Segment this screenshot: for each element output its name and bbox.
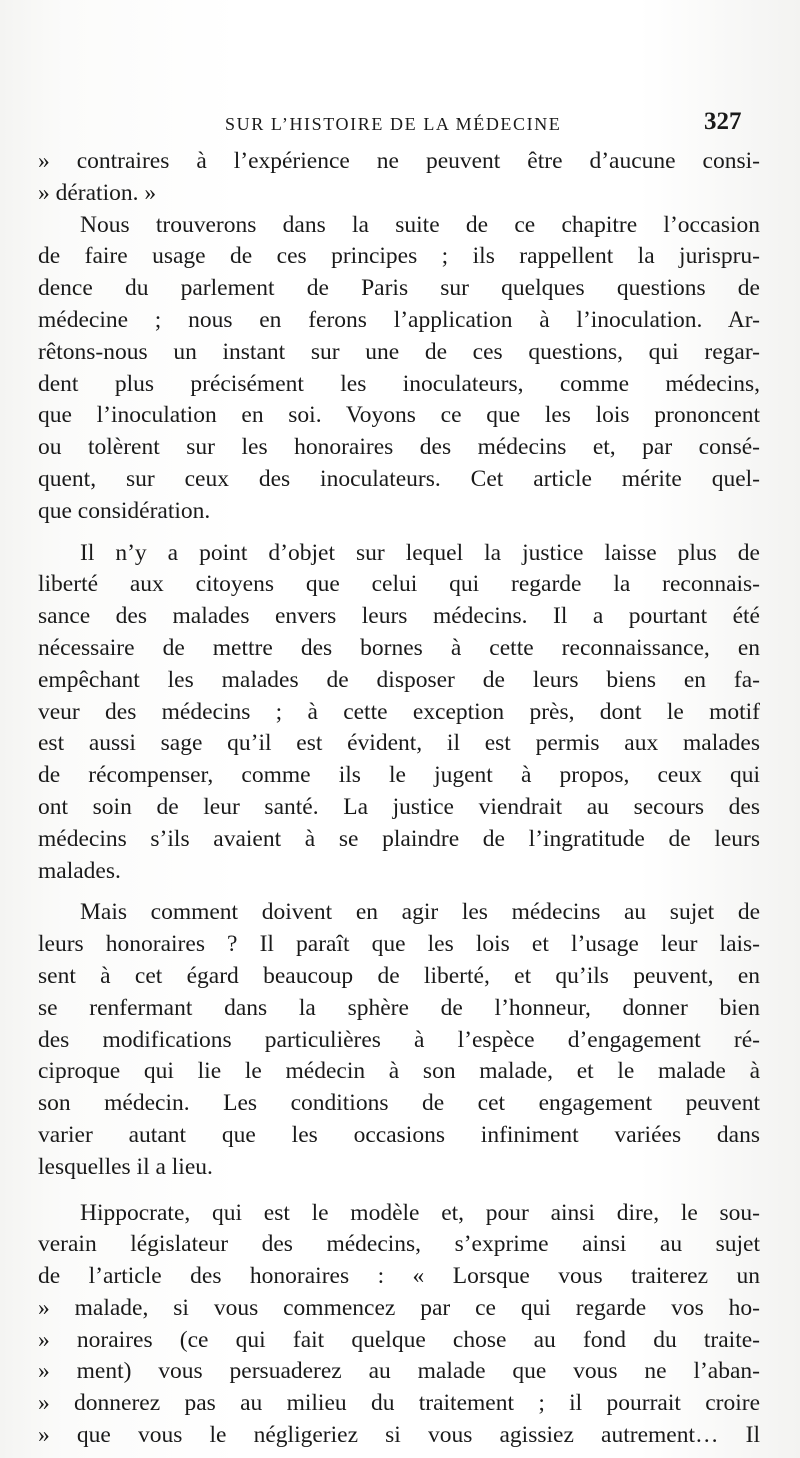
text-line: » noraires (ce qui fait quelque chose au fond du traite- — [38, 1326, 760, 1353]
body-text — [38, 146, 760, 1452]
text-line: varier autant que les occasions infiniment variées dans — [38, 1121, 760, 1148]
text-line: veur des médecins ; à cette exception près, dont le motif — [38, 698, 760, 725]
text-line: » contraires à l’expérience ne peuvent être d’aucune consi- — [38, 148, 760, 174]
text-line: se renfermant dans la sphère de l’honneur, donner bien — [38, 994, 760, 1021]
text-line: que l’inoculation en soi. Voyons ce que les lois prononcent — [38, 402, 760, 429]
text-line: dent plus précisément les inoculateurs, comme médecins, — [38, 370, 760, 397]
text-line: leurs honoraires ? Il paraît que les lois et l’usage leur lais- — [38, 931, 760, 958]
text-line: » ment) vous persuaderez au malade que vous ne l’aban- — [38, 1358, 760, 1385]
text-line: empêchant les malades de disposer de leurs biens en fa- — [38, 666, 760, 693]
text-line: malades. — [38, 857, 121, 884]
page-header — [0, 108, 800, 142]
text-line: sance des malades envers leurs médecins. Il a pourtant été — [38, 603, 760, 630]
text-line: de faire usage de ces principes ; ils rappellent la jurispru- — [38, 243, 760, 270]
text-line: ont soin de leur santé. La justice viendrait au secours des — [38, 793, 760, 820]
text-line: sent à cet égard beaucoup de liberté, et qu’ils peuvent, en — [38, 962, 760, 989]
text-line: » dération. » — [38, 179, 157, 206]
page-number: 327 — [704, 108, 742, 135]
text-line: Il n’y a point d’objet sur lequel la justice laisse plus de — [80, 539, 760, 566]
text-line: son médecin. Les conditions de cet engagement peuvent — [38, 1090, 760, 1117]
text-line: nécessaire de mettre des bornes à cette reconnaissance, en — [38, 634, 760, 661]
text-line: » malade, si vous commencez par ce qui regarde vos ho- — [38, 1294, 760, 1321]
text-line: rêtons-nous un instant sur une de ces questions, qui regar- — [38, 338, 760, 365]
text-line: de l’article des honoraires : « Lorsque vous traiterez un — [38, 1263, 760, 1290]
running-title: SUR L’HISTOIRE DE LA MÉDECINE — [225, 114, 562, 134]
text-line: de récompenser, comme ils le jugent à propos, ceux qui — [38, 762, 760, 789]
paragraph — [38, 146, 760, 210]
paragraph — [38, 210, 760, 528]
paragraph — [38, 538, 760, 888]
text-line: » donnerez pas au milieu du traitement ; il pourrait croire — [38, 1390, 760, 1417]
text-line: des modifications particulières à l’espèce d’engagement ré- — [38, 1026, 760, 1053]
text-line: quent, sur ceux des inoculateurs. Cet article mérite quel- — [38, 465, 760, 492]
text-line: verain législateur des médecins, s’exprime ainsi au sujet — [38, 1231, 760, 1258]
text-line: liberté aux citoyens que celui qui regarde la reconnais- — [38, 571, 760, 598]
paragraph — [38, 897, 760, 1183]
text-line: Mais comment doivent en agir les médecins au sujet de — [80, 899, 760, 926]
text-line: médecins s’ils avaient à se plaindre de l’ingratitude de leurs — [38, 825, 760, 852]
text-line: est aussi sage qu’il est évident, il est permis aux malades — [38, 730, 760, 757]
text-line: ciproque qui lie le médecin à son malade, et le malade à — [38, 1058, 760, 1085]
text-line: Hippocrate, qui est le modèle et, pour ainsi dire, le sou- — [80, 1199, 760, 1226]
text-line: » que vous le négligeriez si vous agissiez autrement… Il — [38, 1422, 760, 1449]
text-line: ou tolèrent sur les honoraires des médecins et, par consé- — [38, 434, 760, 461]
text-line: Nous trouverons dans la suite de ce chapitre l’occasion — [80, 211, 760, 238]
text-line: médecine ; nous en ferons l’application à l’inoculation. Ar- — [38, 306, 760, 333]
text-line: que considération. — [38, 497, 211, 524]
text-line: dence du parlement de Paris sur quelques questions de — [38, 275, 760, 302]
text-line: lesquelles il a lieu. — [38, 1153, 213, 1180]
paragraph — [38, 1198, 760, 1452]
